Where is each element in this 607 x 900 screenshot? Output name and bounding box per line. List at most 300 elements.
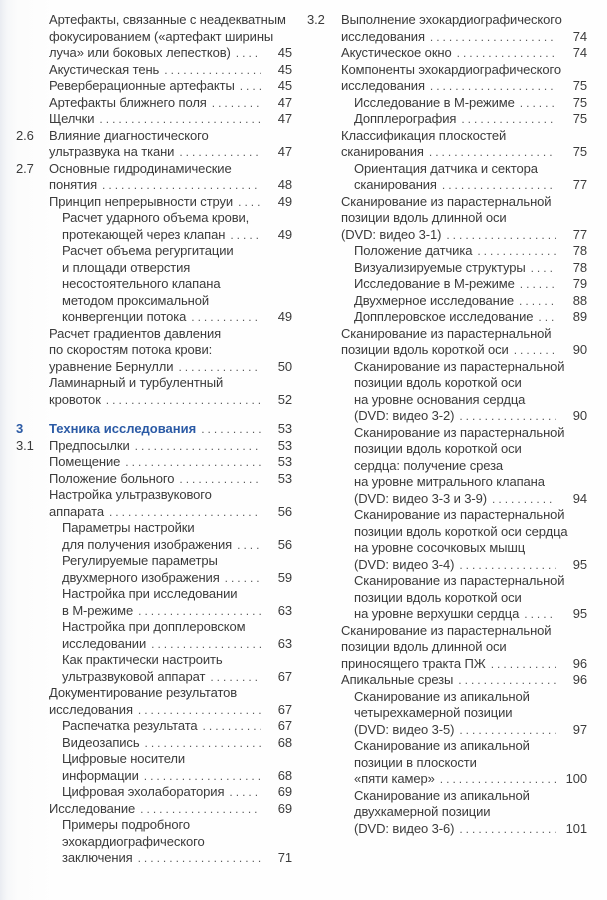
page-number: 63	[277, 602, 292, 618]
section-number	[16, 751, 49, 784]
section-number	[16, 817, 49, 867]
entry-title-text: Примеры подробного	[62, 817, 190, 832]
page-number: 47	[277, 144, 292, 159]
toc-entry	[307, 507, 587, 573]
toc-entry	[307, 359, 587, 425]
entry-body	[49, 619, 292, 652]
toc-entry	[307, 243, 587, 260]
toc-line	[49, 29, 292, 46]
toc-line	[354, 441, 587, 458]
toc-line	[341, 210, 587, 227]
entry-title-text: для получения изображения	[62, 536, 233, 552]
toc-line	[49, 128, 292, 145]
toc-line	[354, 771, 587, 788]
section-number	[307, 425, 341, 508]
toc-line	[354, 161, 587, 178]
entry-body	[49, 421, 292, 438]
dot-leader	[459, 821, 556, 838]
entry-body	[341, 326, 587, 359]
entry-body	[341, 623, 587, 673]
toc-line	[354, 243, 587, 260]
page-number: 69	[277, 784, 292, 799]
entry-title-text: Сканирование из парастернальной	[354, 424, 565, 440]
entry-title-text: исследования	[49, 701, 133, 717]
toc-line	[354, 573, 587, 590]
toc-line	[354, 309, 587, 326]
entry-title-text: сканирования	[341, 144, 424, 159]
entry-title-text: двухмерного изображения	[62, 569, 220, 585]
page-number: 100	[565, 771, 587, 786]
toc-line	[354, 755, 587, 772]
toc-line	[62, 553, 292, 570]
page-number: 75	[572, 144, 587, 159]
entry-title-text: методом проксимальной	[62, 292, 210, 308]
entry-title-text: ультразвука на ткани	[49, 144, 175, 159]
entry-body	[49, 817, 292, 867]
entry-title-text: на уровне основания сердца	[354, 391, 526, 407]
toc-entry	[16, 12, 292, 62]
entry-title-text: Цифровые носители	[62, 751, 186, 766]
entry-body	[341, 293, 587, 310]
toc-line	[49, 702, 292, 719]
section-number	[307, 95, 341, 112]
dot-leader	[477, 243, 556, 260]
toc-line	[49, 421, 292, 438]
dot-leader	[524, 606, 556, 623]
section-number	[307, 309, 341, 326]
toc-entry	[16, 619, 292, 652]
toc-line	[49, 392, 292, 409]
toc-line	[354, 491, 587, 508]
toc-line	[354, 392, 587, 409]
toc-line	[354, 606, 587, 623]
section-number	[16, 243, 49, 326]
entry-body	[341, 243, 587, 260]
entry-body	[341, 95, 587, 112]
entry-body	[341, 359, 587, 425]
dot-leader	[138, 850, 261, 867]
dot-leader	[440, 771, 556, 788]
toc-entry	[307, 689, 587, 739]
toc-entry	[16, 95, 292, 112]
section-number	[16, 586, 49, 619]
dot-leader	[138, 603, 261, 620]
toc-entry	[307, 276, 587, 293]
page-number: 74	[572, 28, 587, 44]
toc-line	[62, 537, 292, 554]
toc-line	[341, 227, 587, 244]
page-number: 45	[277, 78, 292, 93]
section-number	[16, 685, 49, 718]
toc-line	[354, 557, 587, 574]
toc-line	[354, 804, 587, 821]
entry-title-text: исследования	[341, 78, 425, 93]
toc-line	[49, 111, 292, 128]
toc-line	[354, 689, 587, 706]
dot-leader	[520, 276, 556, 293]
entry-body	[49, 586, 292, 619]
section-number	[307, 243, 341, 260]
entry-title-text: аппарата	[49, 503, 104, 519]
entry-title-text: Параметры настройки	[62, 520, 195, 535]
toc-entry	[307, 62, 587, 95]
entry-title-text: Расчет градиентов давления	[49, 325, 222, 341]
toc-line	[49, 144, 292, 161]
entry-title-text: Положение больного	[49, 470, 175, 486]
entry-title-text: в М-режиме	[62, 602, 134, 618]
entry-title-text: Расчет объема регургитации	[62, 243, 234, 258]
dot-leader	[446, 227, 556, 244]
toc-line	[354, 738, 587, 755]
entry-body	[49, 438, 292, 455]
toc-line	[354, 177, 587, 194]
dot-leader	[151, 636, 261, 653]
toc-line	[49, 177, 292, 194]
section-number	[16, 454, 49, 471]
entry-title-text: Визуализируемые структуры	[354, 259, 526, 275]
page-number: 96	[572, 655, 587, 671]
entry-title-text: Допплеровское исследование	[354, 309, 534, 324]
section-number	[16, 487, 49, 520]
toc-line	[62, 260, 292, 277]
toc-line	[354, 458, 587, 475]
entry-title-text: Артефакты, связанные с неадекватным	[49, 12, 286, 27]
page-number: 63	[277, 635, 292, 651]
toc-line	[49, 161, 292, 178]
page-number: 49	[277, 226, 292, 242]
section-number	[16, 78, 49, 95]
entry-title-text: Сканирование из парастернальной	[341, 622, 552, 638]
entry-title-text: Сканирование из парастернальной	[341, 325, 552, 341]
entry-title-text: Допплерография	[354, 111, 457, 126]
toc-entry	[16, 652, 292, 685]
entry-title-text: четырехкамерной позиции	[354, 705, 513, 720]
dot-leader	[457, 45, 556, 62]
toc-line	[62, 669, 292, 686]
toc-entry	[307, 12, 587, 45]
entry-title-text: Основные гидродинамические	[49, 160, 232, 176]
entry-body	[341, 111, 587, 128]
entry-body	[341, 788, 587, 838]
section-number	[16, 652, 49, 685]
entry-title-text: (DVD: видео 3-5)	[354, 721, 455, 737]
page-number: 45	[277, 61, 292, 77]
toc-entry	[16, 326, 292, 376]
section-number	[16, 520, 49, 553]
entry-title-text: Сканирование из апикальной	[354, 688, 530, 704]
toc-line	[62, 850, 292, 867]
entry-title-text: Сканирование из парастернальной	[354, 507, 565, 522]
entry-title-text: информации	[62, 767, 139, 783]
entry-body	[49, 62, 292, 79]
entry-title-text: Исследование в М-режиме	[354, 94, 515, 110]
dot-leader	[144, 768, 261, 785]
toc-entry	[16, 161, 292, 194]
entry-title-text: кровоток	[49, 391, 101, 407]
page-number: 45	[277, 45, 292, 60]
section-number	[16, 375, 49, 408]
dot-leader	[459, 557, 556, 574]
entry-body	[49, 801, 292, 818]
toc-entry	[16, 62, 292, 79]
entry-body	[341, 507, 587, 573]
page-number: 96	[572, 672, 587, 687]
toc-line	[341, 78, 587, 95]
entry-body	[341, 260, 587, 277]
page-number: 47	[277, 111, 292, 126]
toc-entry	[16, 78, 292, 95]
entry-title-text: приносящего тракта ПЖ	[341, 655, 486, 671]
entry-title-text: конвергенции потока	[62, 309, 187, 324]
section-number: 2.7	[16, 160, 34, 176]
section-number	[16, 12, 49, 62]
toc-line	[354, 95, 587, 112]
entry-body	[341, 425, 587, 508]
page-number: 47	[277, 94, 292, 110]
entry-title-text: Техника исследования	[49, 421, 197, 436]
entry-title-text: исследования	[341, 28, 425, 44]
toc-entry	[16, 454, 292, 471]
entry-title-text: Сканирование из апикальной	[354, 738, 530, 753]
entry-body	[49, 685, 292, 718]
toc-entry	[16, 194, 292, 211]
toc-line	[62, 227, 292, 244]
section-number	[16, 194, 49, 211]
toc-entry	[16, 128, 292, 161]
dot-leader	[236, 45, 261, 62]
page-number: 56	[277, 503, 292, 519]
toc-line	[354, 540, 587, 557]
toc-entry	[16, 210, 292, 243]
entry-body	[341, 573, 587, 623]
dot-leader	[520, 95, 556, 112]
dot-leader	[140, 801, 261, 818]
entry-body	[49, 111, 292, 128]
toc-entry	[307, 260, 587, 277]
entry-title-text: сердца: получение среза	[354, 457, 504, 473]
toc-line	[341, 623, 587, 640]
section-number	[307, 689, 341, 739]
dot-leader	[179, 144, 261, 161]
section-number	[307, 128, 341, 161]
entry-body	[49, 194, 292, 211]
entry-title-text: заключения	[62, 850, 133, 865]
entry-title-text: Принцип непрерывности струи	[49, 193, 234, 209]
section-number	[307, 276, 341, 293]
entry-title-text: позиции вдоль короткой оси	[354, 589, 522, 605]
toc-line	[49, 78, 292, 95]
entry-title-text: несостоятельного клапана	[62, 276, 221, 291]
page-number: 89	[572, 309, 587, 324]
toc-entry	[16, 520, 292, 553]
toc-line	[354, 293, 587, 310]
toc-line	[49, 326, 292, 343]
toc-line	[354, 722, 587, 739]
entry-title-text: позиции вдоль короткой оси сердца	[354, 523, 568, 539]
entry-title-text: Реверберационные артефакты	[49, 78, 235, 93]
page-number: 68	[277, 767, 292, 783]
dot-leader	[238, 194, 261, 211]
toc-line	[49, 801, 292, 818]
dot-leader	[538, 309, 556, 326]
section-number	[16, 326, 49, 376]
entry-title-text: Выполнение эхокардиографического	[341, 12, 562, 27]
toc-entry	[16, 685, 292, 718]
toc-line	[49, 12, 292, 29]
entry-title-text: (DVD: видео 3-2)	[354, 408, 455, 423]
entry-title-text: на уровне сосочковых мышц	[354, 540, 526, 555]
toc-line	[341, 144, 587, 161]
toc-entry	[16, 735, 292, 752]
toc-line	[49, 45, 292, 62]
section-number	[307, 507, 341, 573]
dot-leader	[102, 177, 261, 194]
toc-line	[354, 821, 587, 838]
entry-body	[49, 12, 292, 62]
toc-line	[341, 639, 587, 656]
toc-line	[49, 471, 292, 488]
dot-leader	[430, 78, 556, 95]
toc-line	[62, 210, 292, 227]
entry-title-text: понятия	[49, 177, 98, 192]
section-number	[307, 573, 341, 623]
page-number: 101	[565, 820, 587, 836]
toc-line	[354, 474, 587, 491]
entry-title-text: Настройка при допплеровском	[62, 619, 246, 634]
toc-line	[49, 375, 292, 392]
page-number: 67	[277, 701, 292, 717]
entry-body	[49, 375, 292, 408]
page-number: 53	[277, 421, 292, 436]
page-number: 49	[277, 193, 292, 209]
entry-title-text: двухкамерной позиции	[354, 804, 491, 819]
page-number: 77	[572, 177, 587, 192]
dot-leader	[145, 735, 262, 752]
toc-entry	[16, 801, 292, 818]
entry-title-text: луча» или боковых лепестков)	[49, 45, 231, 60]
toc-line	[341, 672, 587, 689]
dot-leader	[491, 656, 556, 673]
page-number: 90	[572, 342, 587, 357]
toc-entry	[16, 586, 292, 619]
dot-leader	[514, 342, 556, 359]
entry-title-text: (DVD: видео 3-6)	[354, 820, 455, 836]
toc-line	[49, 438, 292, 455]
entry-body	[341, 738, 587, 788]
toc-line	[62, 603, 292, 620]
entry-title-text: Двухмерное исследование	[354, 292, 515, 308]
dot-leader	[458, 672, 556, 689]
dot-leader	[201, 421, 261, 438]
entry-title-text: Расчет ударного объема крови,	[62, 210, 250, 225]
entry-title-text: Настройка ультразвукового	[49, 487, 212, 502]
toc-entry	[307, 788, 587, 838]
toc-entry	[307, 45, 587, 62]
toc-entry	[16, 718, 292, 735]
toc-line	[341, 194, 587, 211]
dot-leader	[459, 408, 556, 425]
page-number: 75	[572, 78, 587, 93]
page-number: 95	[572, 606, 587, 621]
section-number	[16, 471, 49, 488]
toc-entry	[307, 95, 587, 112]
toc-line	[341, 326, 587, 343]
toc-line	[62, 735, 292, 752]
dot-leader	[237, 537, 261, 554]
toc-line	[354, 276, 587, 293]
dot-leader	[178, 359, 261, 376]
entry-title-text: протекающей через клапан	[62, 226, 226, 242]
page-number: 71	[277, 850, 292, 865]
entry-title-text: Помещение	[49, 454, 121, 469]
entry-title-text: Артефакты ближнего поля	[49, 94, 207, 110]
section-number	[16, 619, 49, 652]
toc-entry	[16, 438, 292, 455]
page-number: 97	[572, 721, 587, 737]
toc-line	[49, 685, 292, 702]
toc-line	[354, 359, 587, 376]
entry-title-text: Сканирование из апикальной	[354, 787, 530, 803]
toc-column-left	[16, 12, 292, 900]
toc-line	[341, 62, 587, 79]
page-number: 95	[572, 556, 587, 572]
page-number: 59	[277, 569, 292, 585]
page-number: 69	[277, 800, 292, 816]
toc-line	[62, 619, 292, 636]
page-number: 50	[277, 358, 292, 374]
page-number: 75	[572, 111, 587, 126]
entry-title-text: исследовании	[62, 635, 147, 651]
toc-entry	[16, 471, 292, 488]
entry-body	[341, 309, 587, 326]
toc-entry	[307, 326, 587, 359]
section-number	[307, 260, 341, 277]
dot-leader	[109, 504, 261, 521]
dot-leader	[519, 293, 556, 310]
page-number: 75	[572, 94, 587, 110]
toc-line	[62, 751, 292, 768]
dot-leader	[212, 95, 261, 112]
toc-line	[354, 408, 587, 425]
entry-title-text: на уровне митрального клапана	[354, 474, 545, 489]
entry-body	[341, 128, 587, 161]
entry-title-text: Видеозапись	[62, 734, 140, 750]
section-number	[307, 194, 341, 244]
entry-title-text: Предпосылки	[49, 437, 130, 453]
entry-title-text: Документирование результатов	[49, 685, 238, 700]
toc-line	[62, 276, 292, 293]
dot-leader	[179, 471, 261, 488]
dot-leader	[106, 392, 261, 409]
toc-line	[341, 656, 587, 673]
entry-body	[49, 128, 292, 161]
toc-entry	[16, 784, 292, 801]
toc-line	[341, 12, 587, 29]
entry-title-text: сканирования	[354, 177, 437, 192]
toc-entry	[307, 573, 587, 623]
toc-entry	[16, 553, 292, 586]
toc-entry	[307, 111, 587, 128]
section-number	[16, 95, 49, 112]
toc-line	[354, 260, 587, 277]
dot-leader	[203, 718, 261, 735]
dot-leader	[240, 78, 261, 95]
toc-line	[62, 817, 292, 834]
page-number: 67	[277, 668, 292, 684]
entry-title-text: Сканирование из парастернальной	[354, 358, 565, 374]
entry-body	[49, 454, 292, 471]
section-number	[307, 62, 341, 95]
